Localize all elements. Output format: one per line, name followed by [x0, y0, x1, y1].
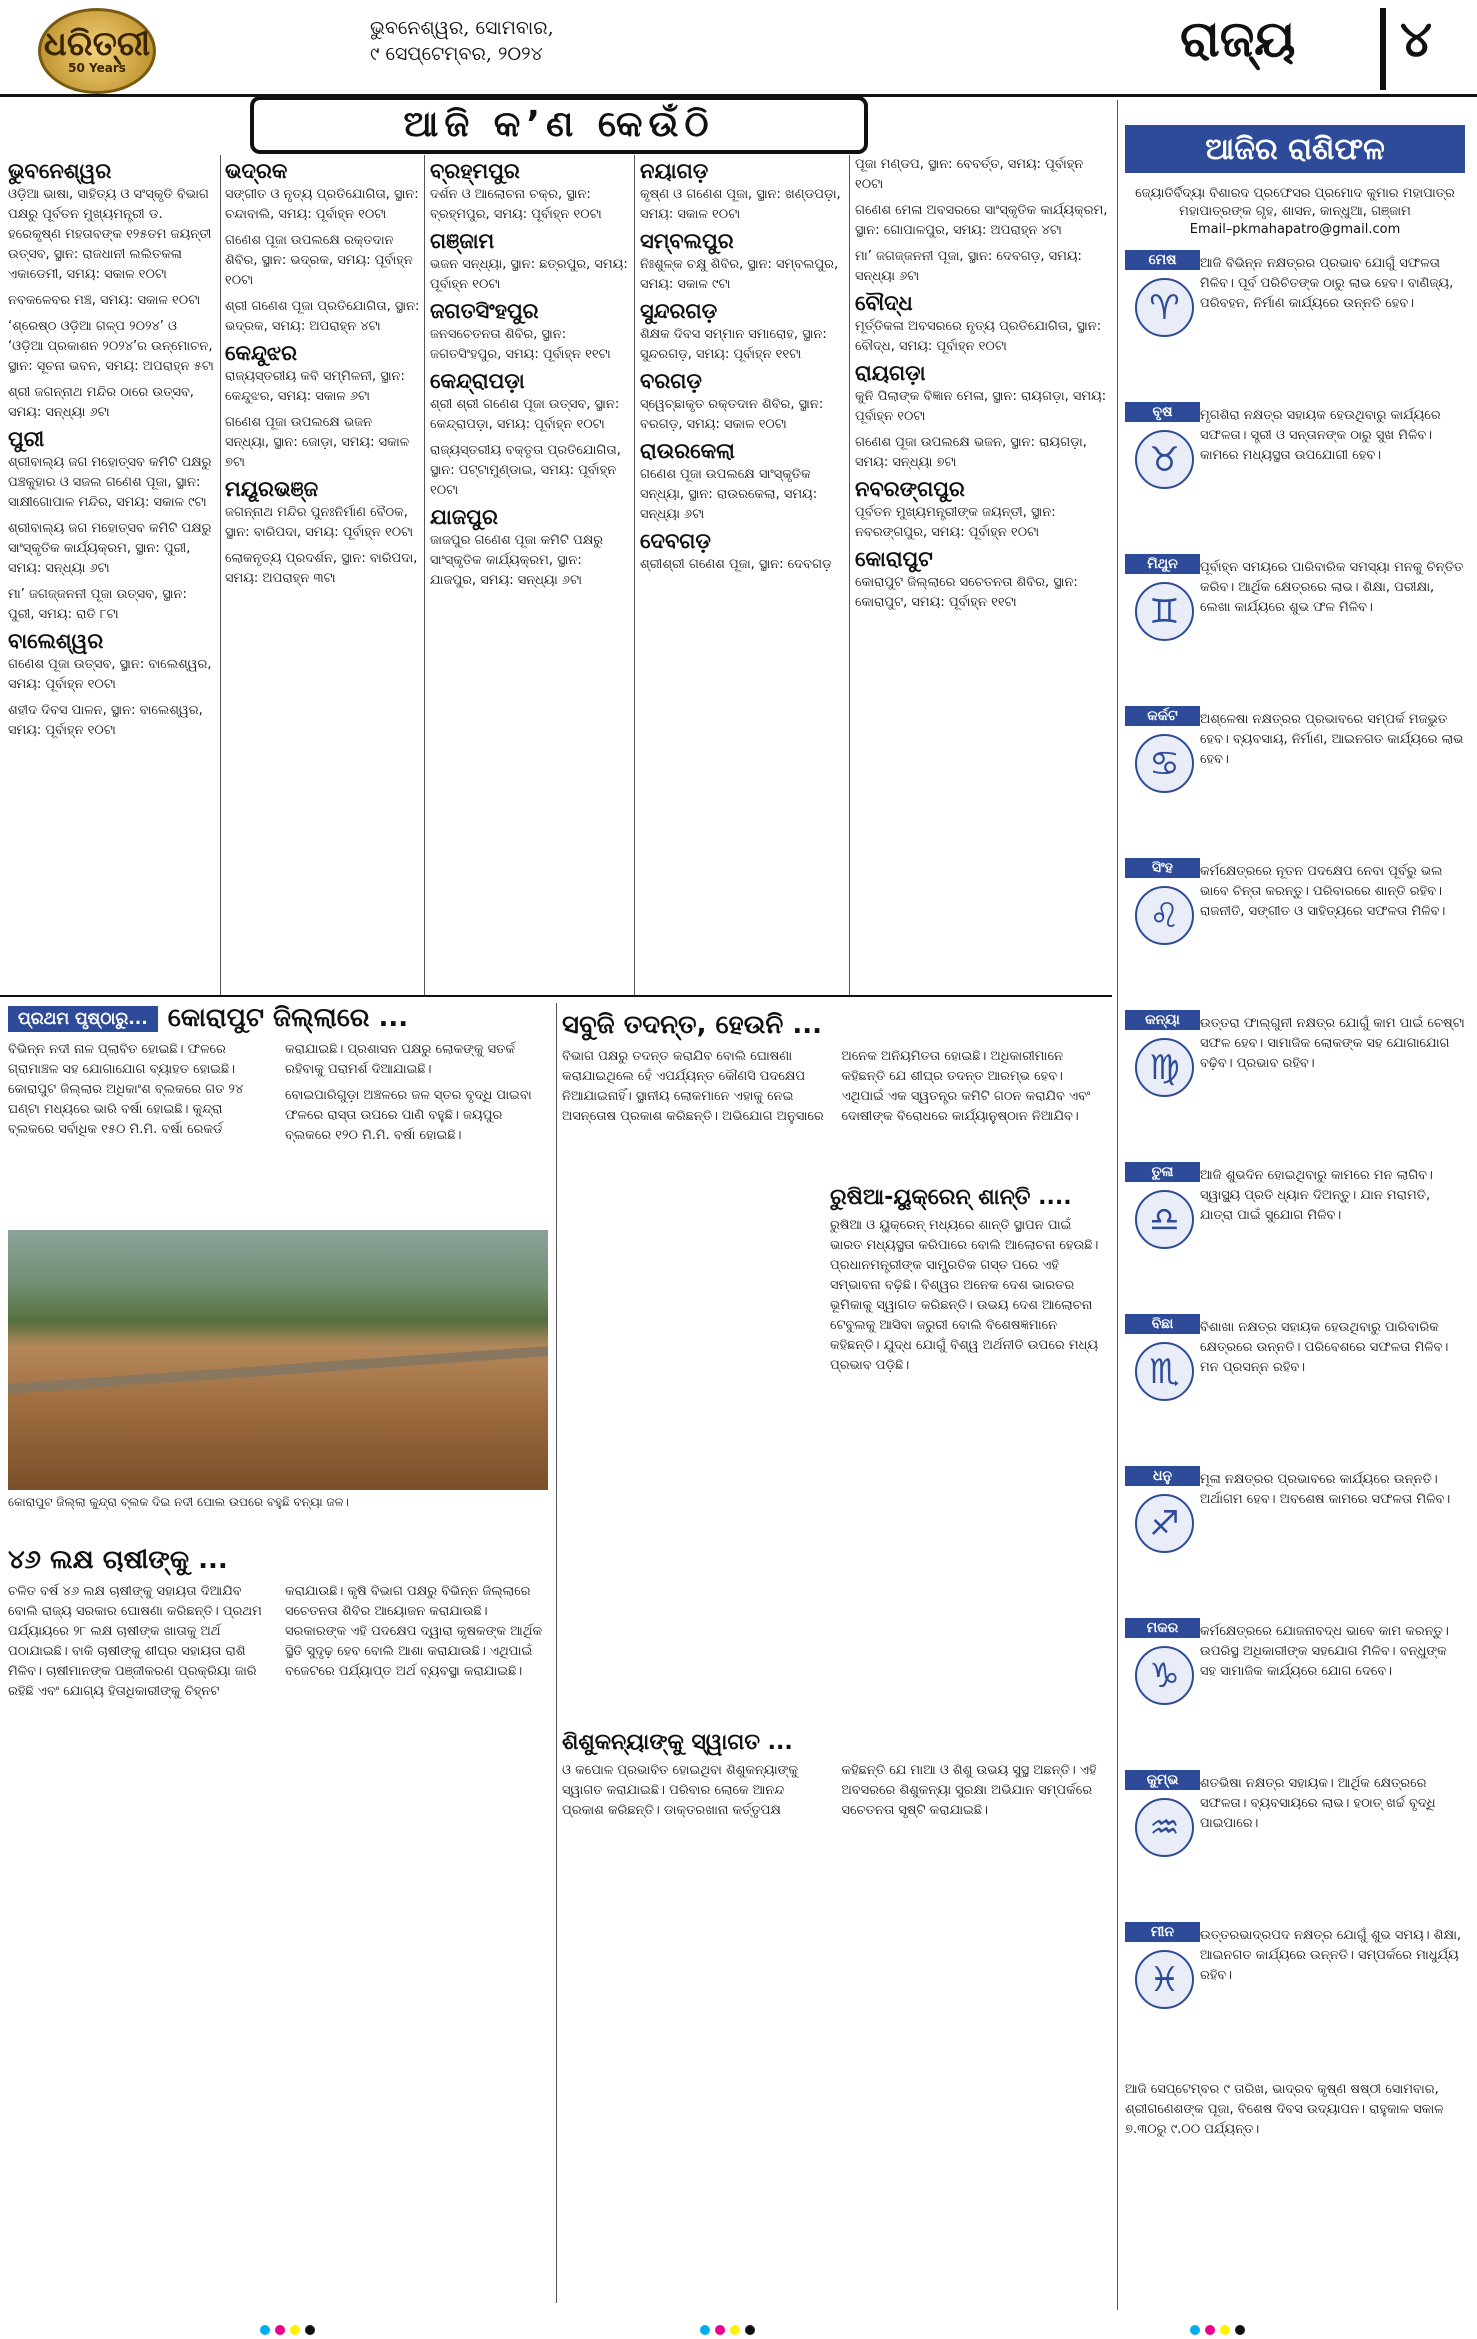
date-line2: ୯ ସେପ୍ଟେମ୍ବର, ୨୦୨୪	[370, 43, 543, 65]
registration-mark-black	[745, 2325, 755, 2335]
zodiac-sign-label: କୁମ୍ଭ	[1125, 1770, 1200, 1790]
story-investigation-headline: ସବୁଜି ତଦନ୍ତ, ହେଉନି ...	[562, 1010, 822, 1040]
event-item: ଓଡ଼ିଆ ଭାଷା, ସାହିତ୍ୟ ଓ ସଂସ୍କୃତି ବିଭାଗ ପକ୍ଷରୁ ପୂର୍ବତନ ମୁଖ୍ୟମନ୍ତ୍ରୀ ଡ. ହରେକୃଷ୍ଣ ମହତାବଙ୍କ ୧୨୫ତମ ଜୟନ୍ତୀ ଉତ୍ସବ, ସ୍ଥାନ: ରାଜଧାନୀ ଲଲିତକଳା ଏକାଡେମୀ, ସମୟ: ସକାଳ ୧୦ଟା	[8, 187, 212, 282]
event-region-heading: ପୁରୀ	[8, 427, 45, 451]
event-item: ଶ୍ରୀଶ୍ରୀ ଗଣେଶ ପୂଜା, ସ୍ଥାନ: ଦେବଗଡ଼	[640, 557, 832, 572]
zodiac-symbol-icon: ♌	[1135, 886, 1194, 945]
zodiac-symbol-icon: ♉	[1135, 430, 1194, 489]
logo-years-label: Years	[89, 61, 126, 75]
event-item: କୃଷ୍ଣ ଓ ଗଣେଶ ପୂଜା, ସ୍ଥାନ: ଖଣ୍ଡପଡ଼ା, ସମୟ: ସକାଳ ୧୦ଟା	[640, 187, 841, 222]
zodiac-symbol-icon: ♊	[1135, 582, 1194, 641]
event-item: ରାଜ୍ୟସ୍ତରୀୟ ବକ୍ତୃତା ପ୍ରତିଯୋଗିତା, ସ୍ଥାନ: ପଟ୍ଟାମୁଣ୍ଡାଇ, ସମୟ: ପୂର୍ବାହ୍ନ ୧୦ଟା	[430, 443, 621, 498]
event-region-heading: ସମ୍ବଲପୁର	[640, 229, 734, 253]
zodiac-symbol-icon: ♈	[1135, 278, 1194, 337]
event-item: ଭଜନ ସନ୍ଧ୍ୟା, ସ୍ଥାନ: ଛତ୍ରପୁର, ସମୟ: ପୂର୍ବାହ୍ନ ୧୦ଟା	[430, 257, 628, 292]
event-region-heading: ଯାଜପୁର	[430, 505, 498, 529]
zodiac-sign-label: ତୁଳା	[1125, 1162, 1200, 1182]
zodiac-sign-label: ବିଛା	[1125, 1314, 1200, 1334]
registration-mark-cyan	[260, 2325, 270, 2335]
story-peace	[830, 1185, 1107, 1376]
registration-mark-cyan	[700, 2325, 710, 2335]
event-item: ନିଃଶୁଳ୍କ ଚକ୍ଷୁ ଶିବିର, ସ୍ଥାନ: ସମ୍ବଲପୁର, ସମୟ: ସକାଳ ୯ଟା	[640, 257, 839, 292]
lead-kicker: ପ୍ରଥମ ପୃଷ୍ଠାରୁ...	[8, 1006, 158, 1032]
photo-caption: କୋରାପୁଟ ଜିଲ୍ଲା କୁନ୍ଦ୍ରା ବ୍ଲକ ଦିଇ ନଦୀ ପୋଲ ଉପରେ ବହୁଛି ବନ୍ୟା ଜଳ।	[8, 1495, 349, 1509]
zodiac-prediction: ମୃଗଶିରା ନକ୍ଷତ୍ର ସହାୟକ ହେଉଥିବାରୁ କାର୍ଯ୍ୟରେ ସଫଳତା। ସ୍ତ୍ରୀ ଓ ସନ୍ତାନଙ୍କ ଠାରୁ ସୁଖ ମିଳିବ। କାମରେ ମଧ୍ୟସ୍ଥତା ଉପଯୋଗୀ ହେବ।	[1200, 408, 1441, 463]
event-item: ଗଣେଶ ପୂଜା ଉପଲକ୍ଷେ ରକ୍ତଦାନ ଶିବିର, ସ୍ଥାନ: ଭଦ୍ରକ, ସମୟ: ପୂର୍ବାହ୍ନ ୧୦ଟା	[225, 233, 413, 288]
flood-photo	[8, 1230, 548, 1490]
event-region-heading: ନବରଙ୍ଗପୁର	[855, 477, 965, 501]
zodiac-sign-label: ମେଷ	[1125, 250, 1200, 270]
column-rule	[1117, 100, 1118, 2310]
event-region-heading: କେନ୍ଦୁଝର	[225, 341, 298, 365]
event-item: ଶ୍ରୀ ଜଗନ୍ନାଥ ମନ୍ଦିର ଠାରେ ଉତ୍ସବ, ସମୟ: ସନ୍ଧ୍ୟା ୬ଟା	[8, 385, 194, 420]
registration-mark-magenta	[1205, 2325, 1215, 2335]
event-item: ଶ୍ରୀବାଲ୍ୟ ଜଗ ମହୋତ୍ସବ କମିଟି ପକ୍ଷରୁ ସାଂସ୍କୃତିକ କାର୍ଯ୍ୟକ୍ରମ, ସ୍ଥାନ: ପୁରୀ, ସମୟ: ସନ୍ଧ୍ୟା ୬ଟା	[8, 521, 212, 576]
events-column-2	[225, 155, 420, 595]
events-banner: ଆଜି କ’ଣ କେଉଁଠି	[250, 96, 868, 154]
event-region-heading: ଜଗତସିଂହପୁର	[430, 299, 539, 323]
story-peace-body: ରୁଷିଆ ଓ ୟୁକ୍ରେନ୍ ମଧ୍ୟରେ ଶାନ୍ତି ସ୍ଥାପନ ପାଇଁ ଭାରତ ମଧ୍ୟସ୍ଥତା କରିପାରେ ବୋଲି ଆଲୋଚନା ହେଉଛି। ପ୍ରଧାନମନ୍ତ୍ରୀଙ୍କ ସାମ୍ପ୍ରତିକ ଗସ୍ତ ପରେ ଏହି ସମ୍ଭାବନା ବଢ଼ିଛି। ବିଶ୍ୱର ଅନେକ ଦେଶ ଭାରତର ଭୂମିକାକୁ ସ୍ୱାଗତ କରିଛନ୍ତି। ଉଭୟ ଦେଶ ଆଲୋଚନା ଟେବୁଲକୁ ଆସିବା ଜରୁରୀ ବୋଲି ବିଶେଷଜ୍ଞମାନେ କହିଛନ୍ତି। ଯୁଦ୍ଧ ଯୋଗୁଁ ବିଶ୍ୱ ଅର୍ଥନୀତି ଉପରେ ମଧ୍ୟ ପ୍ରଭାବ ପଡ଼ିଛି।	[830, 1218, 1099, 1373]
event-item: ଶ୍ରୀ ଶ୍ରୀ ଗଣେଶ ପୂଜା ଉତ୍ସବ, ସ୍ଥାନ: କେନ୍ଦ୍ରାପଡ଼ା, ସମୟ: ପୂର୍ବାହ୍ନ ୧୦ଟା	[430, 397, 620, 432]
event-region-heading: ମୟୂରଭଞ୍ଜ	[225, 477, 319, 501]
story-girl-child	[562, 1730, 1107, 1821]
event-region-heading: ଭୁବନେଶ୍ୱର	[8, 159, 112, 183]
horoscope-place: ମହାପାତ୍ରଙ୍କ ଗୃହ, ଶାସନ, କାନ୍ଧୁଆ, ଗଞ୍ଜାମ	[1179, 204, 1411, 219]
zodiac-sign-label: ସିଂହ	[1125, 858, 1200, 878]
zodiac-prediction: ବିଶାଖା ନକ୍ଷତ୍ର ସହାୟକ ହେଉଥିବାରୁ ପାରିବାରିକ କ୍ଷେତ୍ରରେ ଉନ୍ନତି। ପରିବେଶରେ ସଫଳତା ମିଳିବ। ମନ ପ୍ରସନ୍ନ ରହିବ।	[1200, 1320, 1449, 1375]
event-item: ଶହୀଦ ଦିବସ ପାଳନ, ସ୍ଥାନ: ବାଲେଶ୍ୱର, ସମୟ: ପୂର୍ବାହ୍ନ ୧୦ଟା	[8, 703, 203, 738]
event-item: ଜନସଚେତନତା ଶିବିର, ସ୍ଥାନ: ଜଗତସିଂହପୁର, ସମୟ: ପୂର୍ବାହ୍ନ ୧୧ଟା	[430, 327, 611, 362]
story-girl-child-headline: ଶିଶୁକନ୍ୟାଙ୍କୁ ସ୍ୱାଗତ ...	[562, 1730, 793, 1755]
section-name: ରାଜ୍ୟ	[1180, 10, 1296, 68]
zodiac-symbol-icon: ♍	[1135, 1038, 1194, 1097]
event-item: ପୂଜା ମଣ୍ଡପ, ସ୍ଥାନ: ବେବର୍ତ୍ତ, ସମୟ: ପୂର୍ବାହ୍ନ ୧୦ଟା	[855, 157, 1084, 192]
event-region-heading: ବରଗଡ଼	[640, 369, 702, 393]
event-item: ଶିକ୍ଷକ ଦିବସ ସମ୍ମାନ ସମାରୋହ, ସ୍ଥାନ: ସୁନ୍ଦରଗଡ଼, ସମୟ: ପୂର୍ବାହ୍ନ ୧୧ଟା	[640, 327, 827, 362]
lead-body-p1: ବିଭିନ୍ନ ନଦୀ ନାଳ ପ୍ଲାବିତ ହୋଇଛି। ଫଳରେ ଗ୍ରାମାଞ୍ଚଳ ସହ ଯୋଗାଯୋଗ ବ୍ୟାହତ ହୋଇଛି। କୋରାପୁଟ ଜିଲ୍ଲାର ଅଧିକାଂଶ ବ୍ଲକରେ ଗତ ୨୪ ଘଣ୍ଟା ମଧ୍ୟରେ ଭାରି ବର୍ଷା ହୋଇଛି। କୁନ୍ଦ୍ରା ବ୍ଲକରେ ସର୍ବାଧିକ ୧୫୦ ମି.ମି. ବର୍ଷା ରେକର୍ଡ କରାଯାଇଛି। ପ୍ରଶାସନ ପକ୍ଷରୁ ଲୋକଙ୍କୁ ସତର୍କ ରହିବାକୁ ପରାମର୍ଶ ଦିଆଯାଇଛି।	[8, 1042, 515, 1137]
event-item: ମା’ ଜଗଜ୍ଜନନୀ ପୂଜା ଉତ୍ସବ, ସ୍ଥାନ: ପୁରୀ, ସମୟ: ରାତି ୮ଟା	[8, 587, 187, 622]
event-region-heading: ବୌଦ୍ଧ	[855, 291, 913, 315]
date-line1: ଭୁବନେଶ୍ୱର, ସୋମବାର,	[370, 17, 554, 39]
event-item: ଗଣେଶ ପୂଜା ଉପଲକ୍ଷେ ଭଜନ ସନ୍ଧ୍ୟା, ସ୍ଥାନ: ଜୋଡ଼ା, ସମୟ: ସକାଳ ୭ଟା	[225, 415, 410, 470]
lead-headline: କୋରାପୁଟ ଜିଲ୍ଲାରେ ...	[167, 1003, 409, 1033]
registration-mark-black	[305, 2325, 315, 2335]
event-item: ଦର୍ଶନ ଓ ଆଲୋଚନା ଚକ୍ର, ସ୍ଥାନ: ବ୍ରହ୍ମପୁର, ସମୟ: ପୂର୍ବାହ୍ନ ୧୦ଟା	[430, 187, 602, 222]
zodiac-symbol-icon: ♎	[1135, 1190, 1194, 1249]
bridge-shape	[8, 1346, 548, 1394]
zodiac-symbol-icon: ♓	[1135, 1950, 1194, 2009]
registration-mark-magenta	[715, 2325, 725, 2335]
story-farmers-headline: ୪୬ ଲକ୍ଷ ଚାଷୀଙ୍କୁ ...	[8, 1545, 228, 1575]
events-column-5	[855, 155, 1110, 619]
event-item: କୋରାପୁଟ ଜିଲ୍ଲାରେ ସଚେତନତା ଶିବିର, ସ୍ଥାନ: କୋରାପୁଟ, ସମୟ: ପୂର୍ବାହ୍ନ ୧୧ଟା	[855, 575, 1078, 610]
zodiac-prediction: ପୂର୍ବାହ୍ନ ସମୟରେ ପାରିବାରିକ ସମସ୍ୟା ମନକୁ ଚିନ୍ତିତ କରିବ। ଆର୍ଥିକ କ୍ଷେତ୍ରରେ ଲାଭ। ଶିକ୍ଷା, ପରୀକ୍ଷା, ଲେଖା କାର୍ଯ୍ୟରେ ଶୁଭ ଫଳ ମିଳିବ।	[1200, 560, 1464, 615]
event-item: ଗଣେଶ ପୂଜା ଉପଲକ୍ଷେ ସାଂସ୍କୃତିକ ସନ୍ଧ୍ୟା, ସ୍ଥାନ: ରାଉରକେଲା, ସମୟ: ସନ୍ଧ୍ୟା ୬ଟା	[640, 467, 818, 522]
zodiac-prediction: ଉତ୍ତରା ଫାଲ୍ଗୁନୀ ନକ୍ଷତ୍ର ଯୋଗୁଁ କାମ ପାଇଁ ଚେଷ୍ଟା ସଫଳ ହେବ। ସାମାଜିକ ଲୋକଙ୍କ ସହ ଯୋଗାଯୋଗ ବଢ଼ିବ। ପ୍ରଭାବ ରହିବ।	[1200, 1016, 1465, 1071]
event-item: ଲୋକନୃତ୍ୟ ପ୍ରଦର୍ଶନ, ସ୍ଥାନ: ବାରିପଦା, ସମୟ: ଅପରାହ୍ନ ୩ଟା	[225, 551, 418, 586]
event-item: ରାଜ୍ୟସ୍ତରୀୟ କବି ସମ୍ମିଳନୀ, ସ୍ଥାନ: କେନ୍ଦୁଝର, ସମୟ: ସକାଳ ୬ଟା	[225, 369, 405, 404]
horoscope-title: ଆଜିର ରାଶିଫଳ	[1125, 125, 1465, 173]
story-investigation-body: ବିଭାଗ ପକ୍ଷରୁ ତଦନ୍ତ କରାଯିବ ବୋଲି ଘୋଷଣା କରାଯାଇଥିଲେ ହେଁ ଏପର୍ଯ୍ୟନ୍ତ କୌଣସି ପଦକ୍ଷେପ ନିଆଯାଇନାହିଁ। ସ୍ଥାନୀୟ ଲୋକମାନେ ଏହାକୁ ନେଇ ଅସନ୍ତୋଷ ପ୍ରକାଶ କରିଛନ୍ତି। ଅଭିଯୋଗ ଅନୁସାରେ ଅନେକ ଅନିୟମିତତା ହୋଇଛି। ଅଧିକାରୀମାନେ କହିଛନ୍ତି ଯେ ଶୀଘ୍ର ତଦନ୍ତ ଆରମ୍ଭ ହେବ। ଏଥିପାଇଁ ଏକ ସ୍ୱତନ୍ତ୍ର କମିଟି ଗଠନ କରାଯିବ ଏବଂ ଦୋଷୀଙ୍କ ବିରୋଧରେ କାର୍ଯ୍ୟାନୁଷ୍ଠାନ ନିଆଯିବ।	[562, 1049, 1091, 1124]
column-rule	[556, 1003, 557, 2303]
event-item: ପୂର୍ବତନ ମୁଖ୍ୟମନ୍ତ୍ରୀଙ୍କ ଜୟନ୍ତୀ, ସ୍ଥାନ: ନବରଙ୍ଗପୁର, ସମୟ: ପୂର୍ବାହ୍ନ ୧୦ଟା	[855, 505, 1056, 540]
event-region-heading: ଦେବଗଡ଼	[640, 529, 711, 553]
registration-mark-yellow	[730, 2325, 740, 2335]
zodiac-sign-label: ମିଥୁନ	[1125, 554, 1200, 574]
registration-mark-black	[1235, 2325, 1245, 2335]
section-rule	[0, 995, 1112, 997]
logo-years: 50	[68, 61, 85, 75]
event-item: ଜାଜପୁର ଗଣେଶ ପୂଜା କମିଟି ପକ୍ଷରୁ ସାଂସ୍କୃତିକ କାର୍ଯ୍ୟକ୍ରମ, ସ୍ଥାନ: ଯାଜପୁର, ସମୟ: ସନ୍ଧ୍ୟା ୬ଟା	[430, 533, 604, 588]
horoscope-email: Email–pkmahapatro@gmail.com	[1189, 222, 1401, 237]
horoscope-byline	[1125, 185, 1465, 239]
event-region-heading: ବ୍ରହ୍ମପୁର	[430, 159, 520, 183]
lead-story	[8, 1003, 548, 1146]
event-item: କୁନି ପିଲାଙ୍କ ବିଜ୍ଞାନ ମେଳା, ସ୍ଥାନ: ରାୟଗଡ଼ା, ସମୟ: ପୂର୍ବାହ୍ନ ୧୦ଟା	[855, 389, 1107, 424]
zodiac-prediction: କର୍ମକ୍ଷେତ୍ରରେ ନୂତନ ପଦକ୍ଷେପ ନେବା ପୂର୍ବରୁ ଭଲ ଭାବେ ଚିନ୍ତା କରନ୍ତୁ। ପରିବାରରେ ଶାନ୍ତି ରହିବ। ରାଜନୀତି, ସଙ୍ଗୀତ ଓ ସାହିତ୍ୟରେ ସଫଳତା ମିଳିବ।	[1200, 864, 1446, 919]
column-rule	[634, 155, 635, 995]
zodiac-prediction: ଆଜି ଶୁଭଦିନ ହୋଇଥିବାରୁ କାମରେ ମନ ଲାଗିବ। ସ୍ୱାସ୍ଥ୍ୟ ପ୍ରତି ଧ୍ୟାନ ଦିଅନ୍ତୁ। ଯାନ ମରାମତି, ଯାତ୍ରା ପାଇଁ ସୁଯୋଗ ମିଳିବ।	[1200, 1168, 1433, 1223]
zodiac-prediction: ଆଜି ବିଭିନ୍ନ ନକ୍ଷତ୍ରର ପ୍ରଭାବ ଯୋଗୁଁ ସଫଳତା ମିଳିବ। ପୂର୍ବ ପରିଚିତଙ୍କ ଠାରୁ ଲାଭ ହେବ। ବାଣିଜ୍ୟ, ପରିବହନ, ନିର୍ମାଣ କାର୍ଯ୍ୟରେ ଉନ୍ନତି ହେବ।	[1200, 256, 1454, 311]
events-column-3	[430, 155, 630, 597]
zodiac-prediction: ଅଶ୍ଳେଷା ନକ୍ଷତ୍ରର ପ୍ରଭାବରେ ସମ୍ପର୍କ ମଜଭୁତ ହେବ। ବ୍ୟବସାୟ, ନିର୍ମାଣ, ଆଇନଗତ କାର୍ଯ୍ୟରେ ଲାଭ ହେବ।	[1200, 712, 1464, 767]
zodiac-prediction: ଉତ୍ତରଭାଦ୍ରପଦ ନକ୍ଷତ୍ର ଯୋଗୁଁ ଶୁଭ ସମୟ। ଶିକ୍ଷା, ଆଇନଗତ କାର୍ଯ୍ୟରେ ଉନ୍ନତି। ସମ୍ପର୍କରେ ମାଧୁର୍ଯ୍ୟ ରହିବ।	[1200, 1928, 1462, 1983]
column-rule	[849, 155, 850, 995]
story-girl-child-body: ଓ କପୋଳ ପ୍ରଭାବିତ ହୋଇଥିବା ଶିଶୁକନ୍ୟାଙ୍କୁ ସ୍ୱାଗତ କରାଯାଇଛି। ପରିବାର ଲୋକେ ଆନନ୍ଦ ପ୍ରକାଶ କରିଛନ୍ତି। ଡାକ୍ତରଖାନା କର୍ତ୍ତୃପକ୍ଷ କହିଛନ୍ତି ଯେ ମାଆ ଓ ଶିଶୁ ଉଭୟ ସୁସ୍ଥ ଅଛନ୍ତି। ଏହି ଅବସରରେ ଶିଶୁକନ୍ୟା ସୁରକ୍ଷା ଅଭିଯାନ ସମ୍ପର୍କରେ ସଚେତନତା ସୃଷ୍ଟି କରାଯାଇଛି।	[562, 1763, 1097, 1818]
zodiac-symbol-icon: ♒	[1135, 1798, 1194, 1857]
event-item: ମୂର୍ତ୍ତିକଳା ଅବସରରେ ନୃତ୍ୟ ପ୍ରତିଯୋଗିତା, ସ୍ଥାନ: ବୌଦ୍ଧ, ସମୟ: ପୂର୍ବାହ୍ନ ୧୦ଟା	[855, 319, 1102, 354]
event-item: ଗଣେଶ ମେଳା ଅବସରରେ ସାଂସ୍କୃତିକ କାର୍ଯ୍ୟକ୍ରମ, ସ୍ଥାନ: ଗୋପାଳପୁର, ସମୟ: ଅପରାହ୍ନ ୪ଟା	[855, 203, 1108, 238]
horoscope-footer: ଆଜି ସେପ୍ଟେମ୍ବର ୯ ତାରିଖ, ଭାଦ୍ରବ କୃଷ୍ଣ ଷଷ୍ଠୀ ସୋମବାର, ଶ୍ରୀଗଣେଶଙ୍କ ପୂଜା, ବିଶେଷ ଦିବସ ଉଦ୍ୟାପନ। ରାହୁକାଳ ସକାଳ ୭.୩୦ରୁ ୯.୦୦ ପର୍ଯ୍ୟନ୍ତ।	[1125, 2082, 1444, 2137]
event-region-heading: ନୟାଗଡ଼	[640, 159, 709, 183]
lead-body	[8, 1040, 548, 1146]
zodiac-symbol-icon: ♑	[1135, 1646, 1194, 1705]
event-item: ସ୍ୱେଚ୍ଛାକୃତ ରକ୍ତଦାନ ଶିବିର, ସ୍ଥାନ: ବରଗଡ଼, ସମୟ: ସକାଳ ୧୦ଟା	[640, 397, 824, 432]
event-region-heading: ରାଉରକେଲା	[640, 439, 735, 463]
story-peace-headline: ରୁଷିଆ-ୟୁକ୍ରେନ୍ ଶାନ୍ତି ....	[830, 1185, 1072, 1210]
lead-body-p2: ବୋଇପାରିଗୁଡ଼ା ଅଞ୍ଚଳରେ ଜଳ ସ୍ତର ବୃଦ୍ଧି ପାଇବା ଫଳରେ ରାସ୍ତା ଉପରେ ପାଣି ବହୁଛି। ଜୟପୁର ବ୍ଲକରେ ୧୨୦ ମି.ମି. ବର୍ଷା ହୋଇଛି।	[285, 1088, 532, 1143]
zodiac-sign-label: ମକର	[1125, 1618, 1200, 1638]
events-column-4	[640, 155, 845, 581]
event-item: ସଙ୍ଗୀତ ଓ ନୃତ୍ୟ ପ୍ରତିଯୋଗିତା, ସ୍ଥାନ: ଚନ୍ଦାବାଲି, ସମୟ: ପୂର୍ବାହ୍ନ ୧୦ଟା	[225, 187, 419, 222]
event-region-heading: କେନ୍ଦ୍ରାପଡ଼ା	[430, 369, 525, 393]
column-rule	[220, 155, 221, 995]
registration-mark-yellow	[290, 2325, 300, 2335]
event-item: ମା’ ଜଗଜ୍ଜନନୀ ପୂଜା, ସ୍ଥାନ: ଦେବଗଡ଼, ସମୟ: ସନ୍ଧ୍ୟା ୬ଟା	[855, 249, 1082, 284]
event-item: ଗଣେଶ ପୂଜା ଉତ୍ସବ, ସ୍ଥାନ: ବାଲେଶ୍ୱର, ସମୟ: ପୂର୍ବାହ୍ନ ୧୦ଟା	[8, 657, 212, 692]
section-divider	[1380, 8, 1386, 90]
zodiac-sign-label: ଧନୁ	[1125, 1466, 1200, 1486]
page-number: ୪	[1400, 10, 1433, 68]
zodiac-prediction: କର୍ମକ୍ଷେତ୍ରରେ ଯୋଜନାବଦ୍ଧ ଭାବେ କାମ କରନ୍ତୁ। ଉପରିସ୍ଥ ଅଧିକାରୀଙ୍କ ସହଯୋଗ ମିଳିବ। ବନ୍ଧୁଙ୍କ ସହ ସାମାଜିକ କାର୍ଯ୍ୟରେ ଯୋଗ ଦେବେ।	[1200, 1624, 1449, 1679]
events-column-1	[8, 155, 216, 747]
zodiac-symbol-icon: ♋	[1135, 734, 1194, 793]
event-item: ଗଣେଶ ପୂଜା ଉପଲକ୍ଷେ ଭଜନ, ସ୍ଥାନ: ରାୟଗଡ଼ା, ସମୟ: ସନ୍ଧ୍ୟା ୭ଟା	[855, 435, 1087, 470]
newspaper-logo	[38, 8, 156, 94]
registration-mark-yellow	[1220, 2325, 1230, 2335]
registration-mark-magenta	[275, 2325, 285, 2335]
event-region-heading: ରାୟଗଡ଼ା	[855, 361, 926, 385]
story-farmers-body: ଚଳିତ ବର୍ଷ ୪୬ ଲକ୍ଷ ଚାଷୀଙ୍କୁ ସହାୟତା ଦିଆଯିବ ବୋଲି ରାଜ୍ୟ ସରକାର ଘୋଷଣା କରିଛନ୍ତି। ପ୍ରଥମ ପର୍ଯ୍ୟାୟରେ ୨୮ ଲକ୍ଷ ଚାଷୀଙ୍କ ଖାତାକୁ ଅର୍ଥ ପଠାଯାଇଛି। ବାକି ଚାଷୀଙ୍କୁ ଶୀଘ୍ର ସହାୟତା ରାଶି ମିଳିବ। ଚାଷୀମାନଙ୍କ ପଞ୍ଜୀକରଣ ପ୍ରକ୍ରିୟା ଜାରି ରହିଛି ଏବଂ ଯୋଗ୍ୟ ହିତାଧିକାରୀଙ୍କୁ ଚିହ୍ନଟ କରାଯାଉଛି। କୃଷି ବିଭାଗ ପକ୍ଷରୁ ବିଭିନ୍ନ ଜିଲ୍ଲାରେ ସଚେତନତା ଶିବିର ଆୟୋଜନ କରାଯାଉଛି। ସରକାରଙ୍କ ଏହି ପଦକ୍ଷେପ ଦ୍ୱାରା କୃଷକଙ୍କ ଆର୍ଥିକ ସ୍ଥିତି ସୁଦୃଢ଼ ହେବ ବୋଲି ଆଶା କରାଯାଉଛି। ଏଥିପାଇଁ ବଜେଟରେ ପର୍ଯ୍ୟାପ୍ତ ଅର୍ଥ ବ୍ୟବସ୍ଥା କରାଯାଇଛି।	[8, 1584, 543, 1699]
zodiac-sign-label: ମୀନ	[1125, 1922, 1200, 1942]
zodiac-sign-label: କନ୍ୟା	[1125, 1010, 1200, 1030]
event-region-heading: ବାଲେଶ୍ୱର	[8, 629, 104, 653]
zodiac-prediction: ମୂଳା ନକ୍ଷତ୍ରର ପ୍ରଭାବରେ କାର୍ଯ୍ୟରେ ଉନ୍ନତି। ଅର୍ଥାଗମ ହେବ। ଅବଶେଷ କାମରେ ସଫଳତା ମିଳିବ।	[1200, 1472, 1451, 1507]
logo-name: ଧରିତ୍ରୀ	[43, 24, 151, 64]
story-farmers	[8, 1545, 548, 1702]
dateline	[370, 15, 570, 67]
event-region-heading: ଭଦ୍ରକ	[225, 159, 288, 183]
story-investigation	[562, 1010, 1107, 1127]
event-item: ‘ଶ୍ରେଷ୍ଠ ଓଡ଼ିଆ ଗଳ୍ପ ୨୦୨୪’ ଓ ‘ଓଡ଼ିଆ ପ୍ରକାଶନ ୨୦୨୪’ର ଉନ୍ମୋଚନ, ସ୍ଥାନ: ସୂଚନା ଭବନ, ସମୟ: ଅପରାହ୍ନ ୫ଟା	[8, 319, 214, 374]
event-region-heading: ସୁନ୍ଦରଗଡ଼	[640, 299, 718, 323]
column-rule	[424, 155, 425, 995]
zodiac-sign-label: ବୃଷ	[1125, 402, 1200, 422]
event-item: ନବକଳେବର ମଞ୍ଚ, ସମୟ: ସକାଳ ୧୦ଟା	[8, 293, 201, 308]
event-item: ଶ୍ରୀ ଗଣେଶ ପୂଜା ପ୍ରତିଯୋଗିତା, ସ୍ଥାନ: ଭଦ୍ରକ, ସମୟ: ଅପରାହ୍ନ ୪ଟା	[225, 299, 420, 334]
zodiac-symbol-icon: ♏	[1135, 1342, 1194, 1401]
event-region-heading: ଗଞ୍ଜାମ	[430, 229, 495, 253]
event-item: ଜଗନ୍ନାଥ ମନ୍ଦିର ପୁନଃନିର୍ମାଣ ବୈଠକ, ସ୍ଥାନ: ବାରିପଦା, ସମୟ: ପୂର୍ବାହ୍ନ ୧୦ଟା	[225, 505, 414, 540]
zodiac-symbol-icon: ♐	[1135, 1494, 1194, 1553]
zodiac-prediction: ଶତଭିଷା ନକ୍ଷତ୍ର ସହାୟକ। ଆର୍ଥିକ କ୍ଷେତ୍ରରେ ସଫଳତା। ବ୍ୟବସାୟରେ ଲାଭ। ହଠାତ୍ ଖର୍ଚ୍ଚ ବୃଦ୍ଧି ପାଇପାରେ।	[1200, 1776, 1436, 1831]
zodiac-sign-label: କର୍କଟ	[1125, 706, 1200, 726]
event-region-heading: କୋରାପୁଟ	[855, 547, 933, 571]
horoscope-author: ଜ୍ୟୋତିର୍ବିଦ୍ୟା ବିଶାରଦ ପ୍ରଫେସର ପ୍ରମୋଦ କୁମାର ମହାପାତ୍ର	[1135, 186, 1455, 201]
registration-mark-cyan	[1190, 2325, 1200, 2335]
event-item: ଶ୍ରୀବାଲ୍ୟ ଜଗ ମହୋତ୍ସବ କମିଟି ପକ୍ଷରୁ ପଞ୍ଚକୁହାର ଓ ସଜଲ ଗଣେଶ ପୂଜା, ସ୍ଥାନ: ସାକ୍ଷୀଗୋପାଳ ମନ୍ଦିର, ସମୟ: ସକାଳ ୯ଟା	[8, 455, 212, 510]
